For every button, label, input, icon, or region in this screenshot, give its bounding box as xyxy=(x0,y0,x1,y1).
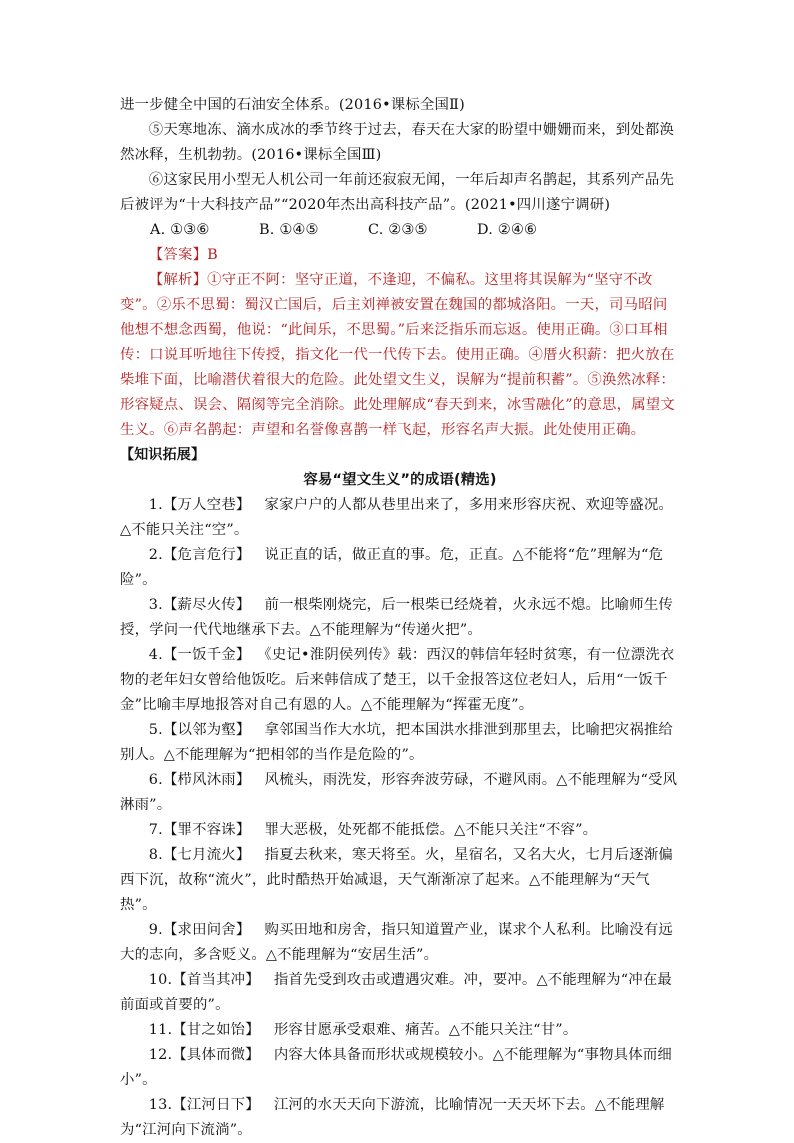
idiom-item xyxy=(120,918,680,968)
list-title: 容易“望文生义”的成语(精选) xyxy=(303,472,497,488)
idiom-term: 【薪尽火传】 xyxy=(162,597,251,613)
idiom-number: 13. xyxy=(148,1097,173,1113)
idiom-item xyxy=(120,818,680,843)
idiom-description: 罪大恶极，处死都不能抵偿。△不能只关注“不容”。 xyxy=(264,822,598,838)
option-d: D. ②④⑥ xyxy=(477,222,538,238)
option-c: C. ②③⑤ xyxy=(368,222,428,238)
option-b: B. ①④⑤ xyxy=(259,222,319,238)
answer-label: 【答案】 xyxy=(148,247,208,263)
answer-line xyxy=(120,243,680,268)
idiom-list xyxy=(120,493,680,1143)
idiom-description: 风梳头，雨洗发，形容奔波劳碌，不避风雨。△不能理解为“受风淋雨”。 xyxy=(120,772,678,813)
idiom-term: 【栉风沐雨】 xyxy=(162,772,251,788)
idiom-item xyxy=(120,843,680,918)
idiom-item xyxy=(120,1043,680,1093)
idiom-description: 《史记•淮阴侯列传》载：西汉的韩信年轻时贫寒，有一位漂洗衣物的老年妇女曾给他饭吃。后来韩信成了楚王，以千金报答这位老妇人，后用“一饭千金”比喻丰厚地报答对自己有恩的人。△不能理解为“挥霍无度”。 xyxy=(120,647,675,713)
idiom-number: 5. xyxy=(148,722,163,738)
idiom-item xyxy=(120,718,680,768)
analysis-label: 【解析】 xyxy=(148,272,208,288)
answer-value: B xyxy=(207,247,218,263)
section-header: 【知识拓展】 xyxy=(120,447,206,463)
idiom-term: 【以邻为壑】 xyxy=(162,722,251,738)
idiom-description: 家家户户的人都从巷里出来了，多用来形容庆祝、欢迎等盛况。△不能只关注“空”。 xyxy=(120,497,674,538)
idiom-term: 【万人空巷】 xyxy=(162,497,251,513)
idiom-description: 拿邻国当作大水坑，把本国洪水排泄到那里去，比喻把灾祸推给别人。△不能理解为“把相邻的当作是危险的”。 xyxy=(120,722,674,763)
idiom-term: 【首当其冲】 xyxy=(172,972,260,988)
option-a: A. ①③⑥ xyxy=(150,222,210,238)
idiom-term: 【江河日下】 xyxy=(172,1097,260,1113)
idiom-item xyxy=(120,593,680,643)
analysis-paragraph xyxy=(120,268,680,443)
idiom-item xyxy=(120,968,680,1018)
idiom-number: 6. xyxy=(148,772,163,788)
idiom-number: 11. xyxy=(148,1022,173,1038)
idiom-item xyxy=(120,1018,680,1043)
idiom-description: 内容大体具备而形状或规模较小。△不能理解为“事物具体而细小”。 xyxy=(120,1047,673,1088)
idiom-description: 购买田地和房舍，指只知道置产业，谋求个人私利。比喻没有远大的志向，多含贬义。△不能理解为“安居生活”。 xyxy=(120,922,674,963)
idiom-item xyxy=(120,543,680,593)
idiom-description: 说正直的话，做正直的事。危，正直。△不能将“危”理解为“危险”。 xyxy=(120,547,664,588)
idiom-term: 【七月流火】 xyxy=(162,847,251,863)
idiom-number: 12. xyxy=(148,1047,173,1063)
idiom-term: 【危言危行】 xyxy=(162,547,251,563)
idiom-description: 江河的水天天向下游流，比喻情况一天天坏下去。△不能理解为“江河向下流淌”。 xyxy=(120,1097,665,1138)
idiom-number: 3. xyxy=(148,597,163,613)
intro-line-1: 进一步健全中国的石油安全体系。(2016•课标全国Ⅱ) xyxy=(120,97,465,113)
idiom-description: 指夏去秋来，寒天将至。火，星宿名，又名大火，七月后逐渐偏西下沉，故称“流火”，此时酷热开始减退，天气渐渐凉了起来。△不能理解为“天气热”。 xyxy=(120,847,674,913)
idiom-term: 【求田问舍】 xyxy=(162,922,251,938)
answer-options xyxy=(120,218,680,243)
idiom-item xyxy=(120,493,680,543)
idiom-term: 【甘之如饴】 xyxy=(172,1022,260,1038)
idiom-number: 4. xyxy=(148,647,163,663)
idiom-term: 【一饭千金】 xyxy=(162,647,251,663)
idiom-item xyxy=(120,643,680,718)
idiom-description: 形容甘愿承受艰难、痛苦。△不能只关注“甘”。 xyxy=(273,1022,578,1038)
idiom-item xyxy=(120,768,680,818)
idiom-term: 【具体而微】 xyxy=(172,1047,260,1063)
idiom-term: 【罪不容诛】 xyxy=(162,822,251,838)
idiom-number: 2. xyxy=(148,547,163,563)
idiom-number: 8. xyxy=(148,847,163,863)
idiom-item xyxy=(120,1093,680,1143)
idiom-description: 指首先受到攻击或遭遇灾难。冲，要冲。△不能理解为“冲在最前面或首要的”。 xyxy=(120,972,673,1013)
idiom-number: 1. xyxy=(148,497,163,513)
idiom-number: 10. xyxy=(148,972,173,988)
idiom-number: 9. xyxy=(148,922,163,938)
intro-line-5: ⑤天寒地冻、滴水成冰的季节终于过去，春天在大家的盼望中姗姗而来，到处都涣然冰释，生机勃勃。(2016•课标全国Ⅲ) xyxy=(120,122,675,163)
idiom-number: 7. xyxy=(148,822,163,838)
idiom-description: 前一根柴刚烧完，后一根柴已经烧着，火永远不熄。比喻师生传授，学问一代代地继承下去。△不能理解为“传递火把”。 xyxy=(120,597,674,638)
document-content xyxy=(120,93,680,1143)
intro-line-6: ⑥这家民用小型无人机公司一年前还寂寂无闻，一年后却声名鹊起，其系列产品先后被评为“十大科技产品”“2020年杰出高科技产品”。(2021•四川遂宁调研) xyxy=(120,172,675,213)
analysis-text: ①守正不阿：坚守正道，不逢迎，不偏私。这里将其误解为“坚守不改变”。②乐不思蜀：蜀汉亡国后，后主刘禅被安置在魏国的都城洛阳。一天，司马昭问他想不想念西蜀，他说：“此间乐，不思蜀。”后来泛指乐而忘返。使用正确。③口耳相传：口说耳听地往下传授，指文化一代一代传下去。使用正确。④厝火积薪：把火放在柴堆下面，比喻潜伏着很大的危险。此处望文生义，误解为“提前积蓄”。⑤涣然冰释：形容疑点、误会、隔阂等完全消除。此处理解成“春天到来，冰雪融化”的意思，属望文生义。⑥声名鹊起：声望和名誉像喜鹊一样飞起，形容名声大振。此处使用正确。 xyxy=(120,272,675,438)
